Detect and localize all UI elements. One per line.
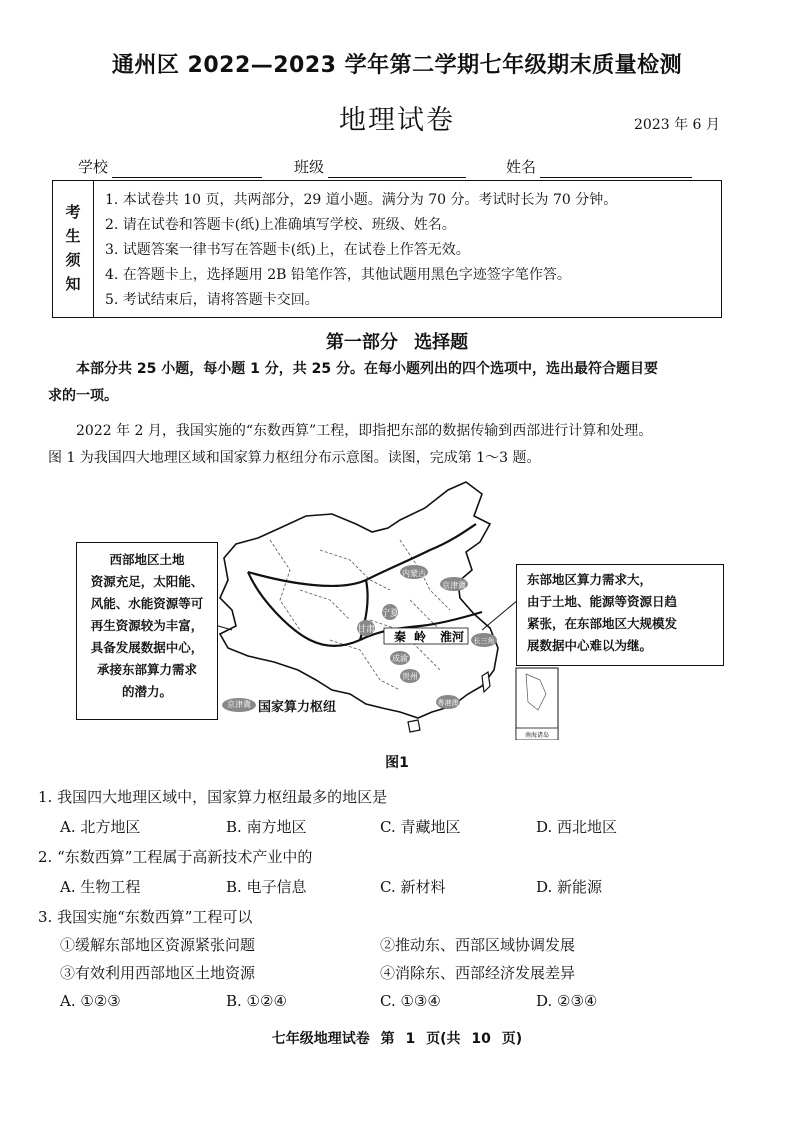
hub-guizhou [400, 669, 420, 683]
exam-title: 通州区 2022—2023 学年第二学期七年级期末质量检测 [111, 53, 683, 78]
map-label: 内蒙古 [402, 569, 426, 578]
callout-line: 西部地区土地 [109, 552, 185, 567]
q3-option-d[interactable]: D. ②③④ [536, 992, 598, 1010]
west-callout [76, 542, 218, 720]
name-field[interactable] [540, 177, 692, 178]
notice-char: 须 [65, 251, 81, 269]
callout-line: 展数据中心难以为继。 [527, 638, 653, 653]
exam-date: 2023 年 6 月 [634, 117, 720, 133]
notice-item: 2. 请在试卷和答题卡(纸)上准确填写学校、班级、姓名。 [105, 217, 456, 233]
subject-title: 地理试卷 [339, 105, 455, 136]
part-instruction: 本部分共 25 小题，每小题 1 分，共 25 分。在每小题列出的四个选项中，选出最符合题目要 [76, 361, 658, 377]
class-field[interactable] [328, 177, 466, 178]
q3-statement: ②推动东、西部区域协调发展 [380, 936, 576, 954]
hub-chengyu [390, 651, 410, 665]
map-label: 宁夏 [380, 609, 400, 619]
callout-line: 资源充足，太阳能、 [90, 574, 204, 589]
map-label: 贵州 [402, 672, 418, 681]
legend-label: 国家算力枢纽 [258, 700, 337, 715]
hub-neimenggu [400, 565, 428, 579]
hub-gba [436, 695, 460, 709]
notice-item: 3. 试题答案一律书写在答题卡(纸)上，在试卷上作答无效。 [105, 242, 470, 258]
q2-option-c[interactable]: C. 新材料 [380, 878, 446, 896]
q3-statement: ③有效利用西部地区土地资源 [60, 964, 256, 982]
map-label: 京津冀 [442, 581, 466, 590]
callout-line: 的潜力。 [121, 684, 172, 699]
q3-statement: ④消除东、西部经济发展差异 [380, 964, 576, 982]
name-label: 姓名 [506, 158, 537, 176]
page-footer: 七年级地理试卷 第 1 页(共 10 页) [271, 1031, 523, 1047]
q2-option-a[interactable]: A. 生物工程 [60, 878, 141, 896]
hub-yangtze [471, 633, 497, 647]
notice-item: 5. 考试结束后，请将答题卡交回。 [105, 292, 319, 308]
question-1-stem: 1. 我国四大地理区域中，国家算力枢纽最多的地区是 [38, 788, 388, 806]
q3-statement: ①缓解东部地区资源紧张问题 [60, 936, 256, 954]
part-title: 第一部分 选择题 [325, 332, 469, 353]
q1-option-a[interactable]: A. 北方地区 [60, 818, 141, 836]
figure-caption: 图1 [385, 755, 409, 771]
notice-item: 1. 本试卷共 10 页，共两部分，29 道小题。满分为 70 分。考试时长为 70 分钟。 [105, 192, 618, 208]
inset-label: 南海诸岛 [524, 732, 550, 739]
notice-side-label [53, 181, 94, 317]
callout-line: 具备发展数据中心， [90, 640, 204, 655]
q2-option-b[interactable]: B. 电子信息 [226, 878, 307, 896]
map-label: 成渝 [392, 654, 408, 663]
q3-option-c[interactable]: C. ①③④ [380, 992, 441, 1010]
callout-line: 东部地区算力需求大， [527, 572, 653, 587]
callout-line: 由于土地、能源等资源日趋 [527, 594, 678, 609]
q1-option-d[interactable]: D. 西北地区 [536, 818, 618, 836]
part-instruction-cont: 求的一项。 [48, 388, 118, 404]
callout-line: 承接东部算力需求 [96, 662, 197, 677]
notice-char: 考 [65, 203, 81, 221]
exam-notice-box [52, 180, 722, 318]
notice-char: 生 [65, 227, 81, 245]
q2-option-d[interactable]: D. 新能源 [536, 878, 603, 896]
notice-item: 4. 在答题卡上，选择题用 2B 铅笔作答，其他试题用黑色字迹签字笔作答。 [105, 267, 571, 283]
callout-line: 风能、水能资源等可 [90, 596, 204, 611]
school-field[interactable] [112, 177, 262, 178]
right-callout-connector [482, 600, 518, 630]
taiwan-island [482, 672, 490, 692]
question-context: 2022 年 2 月，我国实施的“东数西算”工程，即指把东部的数据传输到西部进行计算和处理。 [76, 423, 653, 439]
callout-line: 再生资源较为丰富， [90, 618, 204, 633]
school-label: 学校 [78, 158, 109, 176]
map-label: 岭 [413, 630, 427, 644]
map-label: 甘肃 [356, 625, 376, 635]
map-label: 粤港澳 [437, 699, 459, 707]
q3-option-b[interactable]: B. ①②④ [226, 992, 287, 1010]
question-3-stem: 3. 我国实施“东数西算”工程可以 [38, 908, 253, 926]
map-label: 淮河 [439, 630, 465, 644]
map-label: 长三角 [473, 637, 495, 645]
q1-option-b[interactable]: B. 南方地区 [226, 818, 307, 836]
notice-char: 知 [65, 275, 81, 293]
question-2-stem: 2. “东数西算”工程属于高新技术产业中的 [38, 848, 313, 866]
east-callout [516, 564, 724, 666]
hub-jingjinji [440, 577, 468, 591]
q1-option-c[interactable]: C. 青藏地区 [380, 818, 461, 836]
china-mainland-outline [220, 482, 498, 718]
question-context-cont: 图 1 为我国四大地理区域和国家算力枢纽分布示意图。读图，完成第 1～3 题。 [48, 450, 541, 466]
q3-option-a[interactable]: A. ①②③ [60, 992, 121, 1010]
map-label: 秦 [393, 630, 407, 644]
class-label: 班级 [294, 158, 325, 176]
callout-line: 紧张，在东部地区大规模发 [527, 616, 678, 631]
hainan-island [408, 720, 420, 732]
hub-gansu [357, 620, 375, 636]
legend-hub-badge: 京津冀 [222, 698, 256, 712]
